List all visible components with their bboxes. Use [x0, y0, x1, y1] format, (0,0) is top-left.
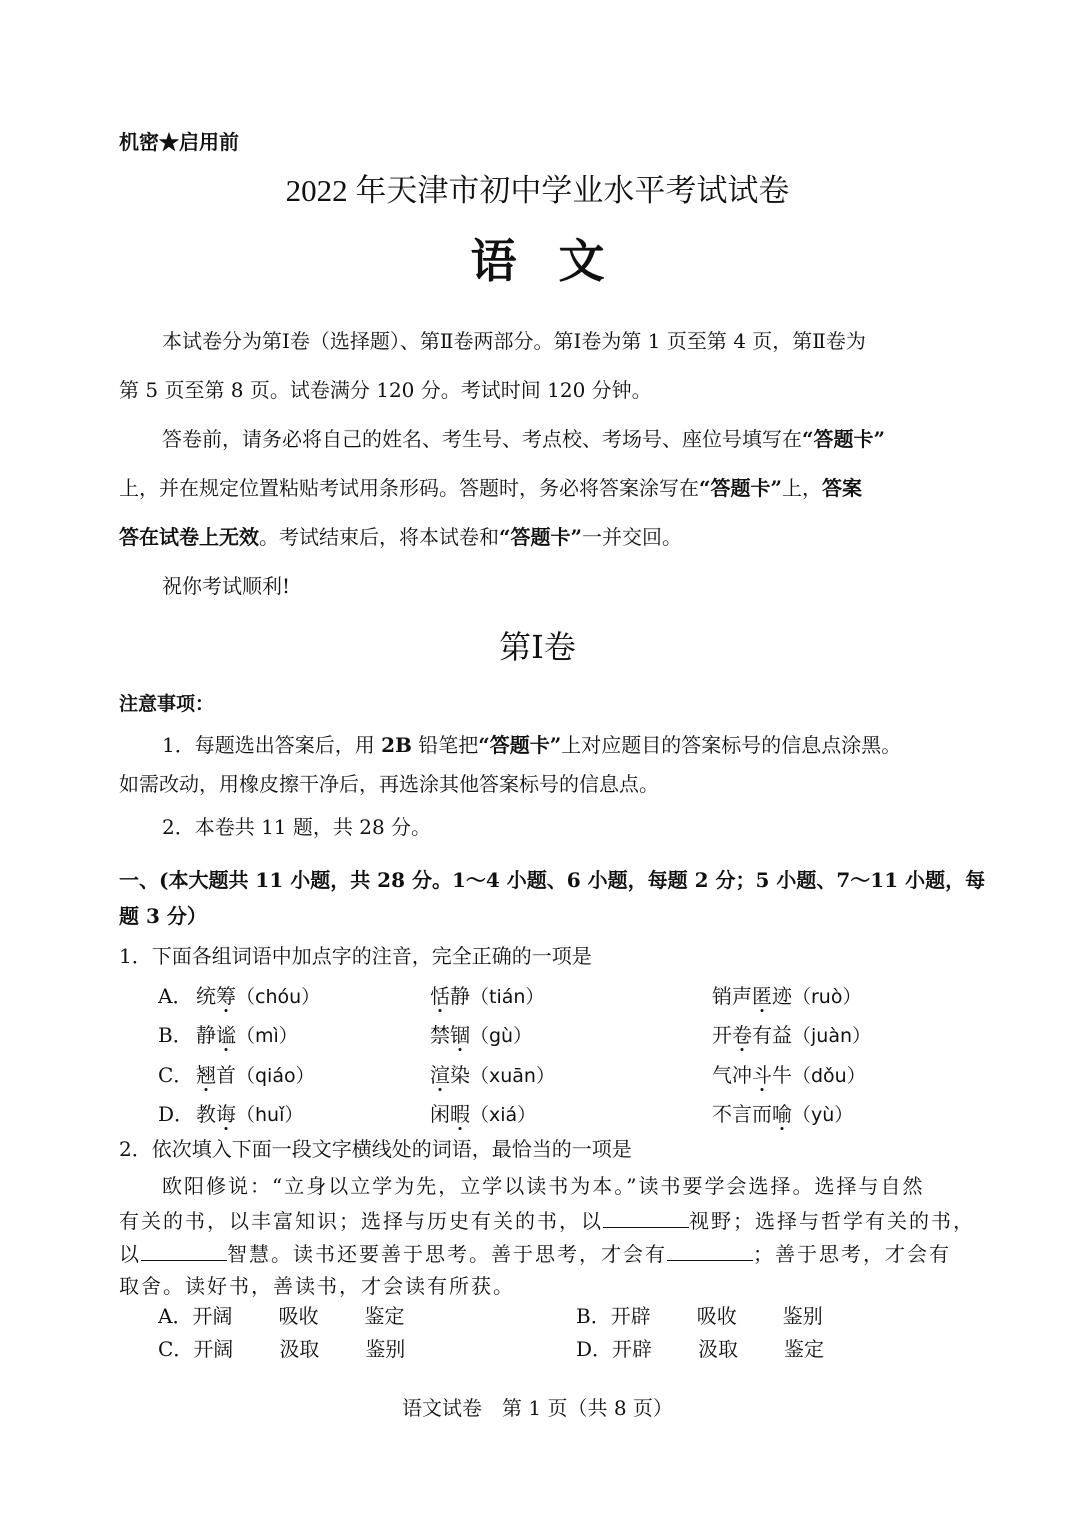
page-footer: 语文试卷 第 1 页（共 8 页）	[402, 1396, 673, 1420]
intro-line-5-text: 。考试结束后，将本试卷和	[259, 525, 499, 549]
intro-line-5	[119, 527, 682, 547]
pinyin: （chóu）	[236, 986, 321, 1008]
q1-option-label: B．	[158, 1023, 193, 1047]
volume-title: 第Ⅰ卷	[499, 628, 576, 666]
question-2-stem: 2．依次填入下面一段文字横线处的词语，最恰当的一项是	[119, 1137, 632, 1161]
answer-card-term: “答题卡”	[478, 733, 562, 757]
good-luck-text: 祝你考试顺利!	[162, 574, 291, 598]
pinyin: （ruò）	[792, 986, 862, 1008]
intro-line-3-text: 答卷前，请务必将自己的姓名、考生号、考点校、考场号、座位号填写在	[162, 427, 802, 451]
section-header-line-1: 一、(本大题共 11 小题，共 28 分。1～4 小题、6 小题，每题 2 分；5 小题、7～11 小题，每	[119, 868, 986, 892]
answer-card-term: “答题卡”	[499, 525, 583, 549]
q1-option-word: 销声匿迹（ruò）	[712, 984, 862, 1008]
exam-title: 2022 年天津市初中学业水平考试试卷	[285, 173, 790, 208]
pinyin: （qiáo）	[236, 1065, 315, 1087]
q2-passage-line-3: 以 智慧。读书还要善于思考。善于思考，才会有 ；善于思考，才会有	[119, 1242, 951, 1266]
q1-option-word: 不言而喻（yù）	[712, 1102, 854, 1126]
q2-passage-line-1: 欧阳修说：“立身以立学为先，立学以读书为本。”读书要学会选择。选择与自然	[162, 1174, 925, 1198]
pinyin: （mì）	[236, 1025, 298, 1047]
fill-blank	[667, 1242, 753, 1261]
intro-line-4-text: 上，并在规定位置粘贴考试用条形码。答题时，务必将答案涂写在	[119, 476, 699, 500]
fill-blank	[603, 1209, 689, 1228]
dotted-char: 翘	[196, 1063, 216, 1087]
answer-card-term: “答题卡”	[802, 427, 886, 451]
intro-line-3	[162, 429, 885, 449]
dotted-char: 锢	[450, 1023, 470, 1047]
notice-item-1-line-2: 如需改动，用橡皮擦干净后，再选涂其他答案标号的信息点。	[119, 772, 659, 796]
intro-line-4-bold: 答案	[822, 476, 863, 500]
pinyin: （gù）	[470, 1025, 533, 1047]
intro-line-5-bold: 答在试卷上无效	[119, 525, 259, 549]
q1-option-word: 恬静（tián）	[430, 984, 545, 1008]
q2-option-a: A．开阔 吸收 鉴定	[158, 1304, 405, 1328]
intro-line-4-text-2: 上，	[782, 476, 823, 500]
pinyin: （yù）	[792, 1104, 854, 1126]
q1-option-word: 翘首（qiáo）	[196, 1063, 315, 1087]
section-header-line-2: 题 3 分）	[119, 904, 207, 928]
q2-passage-line-4: 取舍。读好书，善读书，才会读有所获。	[119, 1274, 515, 1298]
notice-item-1-text-2: 铅笔把	[411, 733, 479, 757]
q2-option-b: B．开辟 吸收 鉴别	[576, 1304, 823, 1328]
q2-passage-line-2: 有关的书，以丰富知识；选择与历史有关的书，以 视野；选择与哲学有关的书，	[119, 1209, 975, 1233]
dotted-char: 斗	[752, 1063, 772, 1087]
q1-option-word: 渲染（xuān）	[430, 1063, 555, 1087]
dotted-char: 渲	[430, 1063, 450, 1087]
intro-line-5-text-2: 一并交回。	[582, 525, 683, 549]
pinyin: （huǐ）	[236, 1104, 304, 1126]
q1-option-word: 气冲斗牛（dǒu）	[712, 1063, 866, 1087]
q1-option-word: 静谧（mì）	[196, 1023, 298, 1047]
subject-title: 语文	[470, 234, 647, 288]
intro-line-4	[119, 478, 862, 498]
notice-item-1-text: 1．每题选出答案后，用	[162, 733, 382, 757]
q1-option-word: 教诲（huǐ）	[196, 1102, 304, 1126]
fill-blank	[141, 1242, 227, 1261]
q1-option-label: A．	[158, 984, 193, 1008]
q1-option-word: 开卷有益（juàn）	[712, 1023, 872, 1047]
dotted-char: 谧	[216, 1023, 236, 1047]
pinyin: （tián）	[470, 986, 545, 1008]
pinyin: （dǒu）	[792, 1065, 866, 1087]
intro-line-1: 本试卷分为第Ⅰ卷（选择题）、第Ⅱ卷两部分。第Ⅰ卷为第 1 页至第 4 页，第Ⅱ卷为	[162, 329, 866, 353]
confidential-label: 机密★启用前	[119, 130, 239, 154]
pinyin: （xuān）	[470, 1065, 555, 1087]
q1-option-word: 统筹（chóu）	[196, 984, 321, 1008]
dotted-char: 喻	[772, 1102, 792, 1126]
q1-option-label: C．	[158, 1063, 194, 1087]
q2-option-c: C．开阔 汲取 鉴别	[158, 1337, 406, 1361]
dotted-char: 卷	[732, 1023, 752, 1047]
pencil-grade: 2B	[381, 733, 412, 757]
notice-heading: 注意事项：	[119, 693, 215, 715]
dotted-char: 恬	[430, 984, 450, 1008]
q1-option-word: 禁锢（gù）	[430, 1023, 533, 1047]
q1-option-word: 闲暇（xiá）	[430, 1102, 537, 1126]
q1-option-label: D．	[158, 1102, 195, 1126]
intro-line-2: 第 5 页至第 8 页。试卷满分 120 分。考试时间 120 分钟。	[119, 378, 652, 402]
pinyin: （xiá）	[470, 1104, 537, 1126]
dotted-char: 诲	[216, 1102, 236, 1126]
dotted-char: 暇	[450, 1102, 470, 1126]
q2-option-d: D．开辟 汲取 鉴定	[576, 1337, 825, 1361]
notice-item-1	[162, 735, 901, 755]
pinyin: （juàn）	[792, 1025, 872, 1047]
notice-item-2: 2．本卷共 11 题，共 28 分。	[162, 815, 432, 839]
dotted-char: 筹	[216, 984, 236, 1008]
question-1-stem: 1．下面各组词语中加点字的注音，完全正确的一项是	[119, 944, 592, 968]
notice-item-1-text-3: 上对应题目的答案标号的信息点涂黑。	[561, 733, 902, 757]
answer-card-term: “答题卡”	[699, 476, 783, 500]
dotted-char: 匿	[752, 984, 772, 1008]
